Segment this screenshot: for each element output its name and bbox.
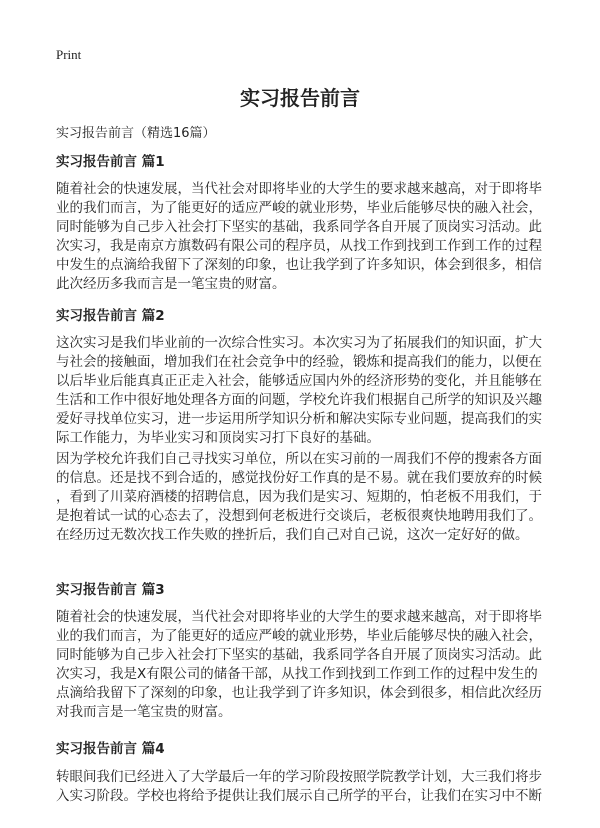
section-heading: 实习报告前言 篇2 xyxy=(56,308,165,324)
text-line: 中发生的点滴给我留下了深刻的印象，也让我学到了许多知识，体会到很多，相信 xyxy=(56,257,542,273)
paragraph xyxy=(56,180,551,294)
paragraph xyxy=(56,450,551,545)
text-line: 爱好寻找单位实习，进一步运用所学知识分析和解决实际专业问题，提高我们的实 xyxy=(56,411,542,427)
page-title: 实习报告前言 xyxy=(240,86,360,110)
text-line: 点滴给我留下了深刻的印象，也让我学到了许多知识，体会到很多，相信此次经历 xyxy=(56,685,542,701)
paragraph xyxy=(56,334,551,448)
text-line: 在经历过无数次找工作失败的挫折后，我们自己对自己说，这次一定好好的做。 xyxy=(56,527,529,543)
subtitle: 实习报告前言（精选16篇） xyxy=(56,126,216,141)
text-line: 转眼间我们已经进入了大学最后一年的学习阶段按照学院教学计划，大三我们将步 xyxy=(56,769,542,785)
paragraph xyxy=(56,608,551,722)
text-line: 业的我们而言，为了能更好的适应严峻的就业形势，毕业后能够尽快的融入社会， xyxy=(56,200,542,216)
text-line: 随着社会的快速发展，当代社会对即将毕业的大学生的要求越来越高，对于即将毕 xyxy=(56,609,542,625)
text-line: 同时能够为自己步入社会打下坚实的基础，我系同学各自开展了顶岗实习活动。此 xyxy=(56,647,542,663)
text-line: 此次经历多我而言是一笔宝贵的财富。 xyxy=(56,276,286,292)
text-line: ，看到了川菜府酒楼的招聘信息，因为我们是实习、短期的，怕老板不用我们，于 xyxy=(56,489,542,505)
text-line: 因为学校允许我们自己寻找实习单位，所以在实习前的一周我们不停的搜索各方面 xyxy=(56,451,542,467)
text-line: 是抱着试一试的心态去了，没想到何老板进行交谈后，老板很爽快地聘用我们了。 xyxy=(56,508,542,524)
text-line: 随着社会的快速发展，当代社会对即将毕业的大学生的要求越来越高，对于即将毕 xyxy=(56,181,542,197)
text-line: 对我而言是一笔宝贵的财富。 xyxy=(56,704,232,720)
text-line: 这次实习是我们毕业前的一次综合性实习。本次实习为了拓展我们的知识面，扩大 xyxy=(56,335,542,351)
section-heading: 实习报告前言 篇3 xyxy=(56,582,165,598)
print-link[interactable]: Print xyxy=(56,47,82,62)
text-line: 际工作能力，为毕业实习和顶岗实习打下良好的基础。 xyxy=(56,430,380,446)
section-heading: 实习报告前言 篇4 xyxy=(56,741,165,757)
text-line: 与社会的接触面，增加我们在社会竞争中的经验，锻炼和提高我们的能力，以便在 xyxy=(56,354,542,370)
text-line: 以后毕业后能真真正正走入社会，能够适应国内外的经济形势的变化，并且能够在 xyxy=(56,373,542,389)
section-heading: 实习报告前言 篇1 xyxy=(56,154,165,170)
text-line: 次实习，我是X有限公司的储备干部，从找工作到找到工作到工作的过程中发生的 xyxy=(56,666,538,682)
text-line: 业的我们而言，为了能更好的适应严峻的就业形势，毕业后能够尽快的融入社会， xyxy=(56,628,542,644)
paragraph xyxy=(56,768,551,806)
text-line: 生活和工作中很好地处理各方面的问题，学校允许我们根据自己所学的知识及兴趣 xyxy=(56,392,542,408)
text-line: 入实习阶段。学校也将给予提供让我们展示自己所学的平台，让我们在实习中不断 xyxy=(56,788,542,804)
text-line: 次实习，我是南京方旗数码有限公司的程序员，从找工作到找到工作到工作的过程 xyxy=(56,238,542,254)
text-line: 的信息。还是找不到合适的，感觉找份好工作真的是不易。就在我们要放弃的时候 xyxy=(56,470,542,486)
text-line: 同时能够为自己步入社会打下坚实的基础，我系同学各自开展了顶岗实习活动。此 xyxy=(56,219,542,235)
